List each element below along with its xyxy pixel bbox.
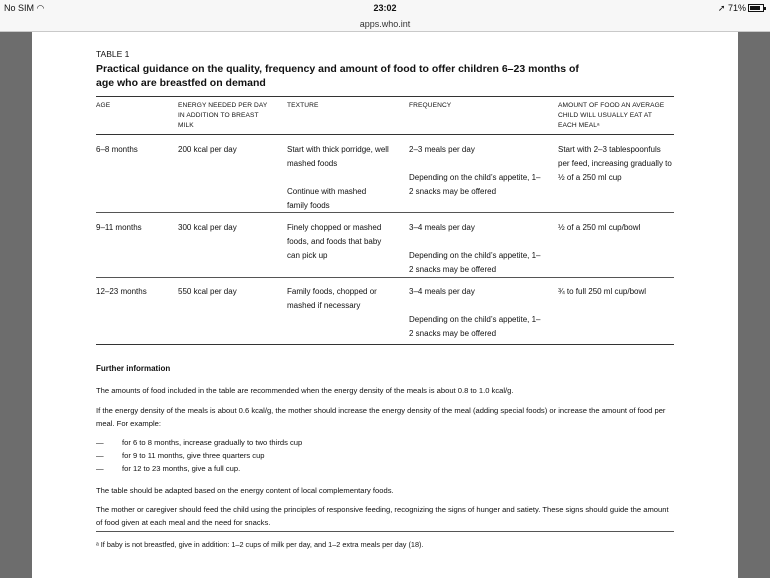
row2-energy: 300 kcal per day <box>178 223 237 232</box>
rule-header <box>96 134 674 135</box>
table-label: TABLE 1 <box>96 49 130 59</box>
row2-frequency: 3–4 meals per day <box>409 223 475 232</box>
row1-frequency2: Depending on the child’s appetite, 1–2 snacks may be offered <box>409 173 541 196</box>
row1-energy: 200 kcal per day <box>178 145 237 154</box>
address-bar[interactable] <box>0 18 770 32</box>
table-title: Practical guidance on the quality, frequency and amount of food to offer children 6–23 months of age who are breastfed on demand <box>96 63 579 89</box>
header-age: AGE <box>96 102 111 109</box>
battery-status: ➚ 71% <box>718 3 764 14</box>
row3-frequency: 3–4 meals per day <box>409 287 475 296</box>
rule-row2 <box>96 277 674 278</box>
further-info-heading: Further information <box>96 364 171 373</box>
paragraph-2: If the energy density of the meals is about 0.6 kcal/g, the mother should increase the energy density of the meal (adding special foods) or increase the amount of food per meal. For example: <box>96 406 666 428</box>
url-text: apps.who.int <box>359 19 411 29</box>
document-page[interactable]: TABLE 1 Practical guidance on the quality, frequency and amount of food to offer children 6–23 months of age who are breastfed on demand AGE ENERGY NEEDED PER DAY IN ADDITION TO BREAST MILK TEXTURE FREQUENCY AMOUNT OF FOOD AN AVERAGE CHILD WILL USUALLY EAT AT EACH MEALᵃ 6–8 months 200 kcal per day Start with thick porridge, well mashed foods Continue with mashed family foods 2–3 meals per day Depending on the child’s appetite, 1–2 snacks may be offered Start with 2–3 tablespoonfuls per feed, increasing gradually to ½ of a 250 ml cup 9–11 months 300 kcal per day Finely chopped or mashed foods, and foods that baby can pick up 3–4 meals per day Depending on the child’s appetite, 1–2 snacks may be offered ½ of a 250 ml cup/bowl 12–23 months 550 kcal per day Family foods, chopped or mashed if necessary 3–4 meals per day Depending on the child’s appetite, 1–2 snacks may be offered ¾ to full 250 ml cup/bowl Further information The amounts of food included in the table are recommended when the energy density of the meals is about 0.8 to 1.0 kcal/g. If the energy density of the meals is about 0.6 kcal/g, the mother should increase the energy density of the meal (adding special foods) or increase the amount of food per meal. For example: — for 6 to 8 months, increase gradually to two thirds cup — for 9 to 11 months, give three quarters cup — for 12 to 23 months, give a full cup. The table should be adapted based on the energy content of local complementary foods. The mother or caregiver should feed the child using the principles of responsive feeding, recognizing the signs of hunger and satiety. These signs should guide the amount of food given at each meal and the need for snacks. ᵃ If baby is not breastfed, give in addition: 1–2 cups of milk per day, and 1–2 extra meals per day (18). <box>32 32 738 578</box>
header-amount: AMOUNT OF FOOD AN AVERAGE CHILD WILL USUALLY EAT AT EACH MEALᵃ <box>558 102 665 129</box>
row1-age: 6–8 months <box>96 145 138 154</box>
battery-icon <box>748 4 764 12</box>
row3-energy: 550 kcal per day <box>178 287 237 296</box>
status-bar <box>0 0 770 18</box>
paragraph-1: The amounts of food included in the table are recommended when the energy density of the meals is about 0.8 to 1.0 kcal/g. <box>96 386 514 395</box>
wifi-icon: ◠ <box>36 3 45 13</box>
row1-texture2: Continue with mashed family foods <box>287 187 367 210</box>
row3-texture: Family foods, chopped or mashed if necessary <box>287 287 377 310</box>
rule-bottom <box>96 344 674 345</box>
row1-texture: Start with thick porridge, well mashed foods <box>287 145 389 168</box>
paragraph-3: The table should be adapted based on the energy content of local complementary foods. <box>96 486 394 495</box>
clock: 23:02 <box>373 3 397 13</box>
paragraph-4: The mother or caregiver should feed the child using the principles of responsive feeding, recognizing the signs of hunger and satiety. These signs should guide the amount of food given at each meal and the need for snacks. <box>96 505 669 527</box>
row2-age: 9–11 months <box>96 223 142 232</box>
row2-texture: Finely chopped or mashed foods, and foods that baby can pick up <box>287 223 382 260</box>
header-energy: ENERGY NEEDED PER DAY IN ADDITION TO BREAST MILK <box>178 102 268 129</box>
header-frequency: FREQUENCY <box>409 102 452 109</box>
location-arrow-icon: ➚ <box>717 3 726 13</box>
row3-frequency2: Depending on the child’s appetite, 1–2 snacks may be offered <box>409 315 541 338</box>
rule-row1 <box>96 212 674 213</box>
rule-footnote <box>96 531 674 532</box>
header-texture: TEXTURE <box>287 102 319 109</box>
rule-top <box>96 96 674 97</box>
carrier-status: No SIM ◠ <box>4 3 45 13</box>
footnote: ᵃ If baby is not breastfed, give in addition: 1–2 cups of milk per day, and 1–2 extra meals per day (18). <box>96 540 424 549</box>
row3-amount: ¾ to full 250 ml cup/bowl <box>558 287 647 296</box>
row2-amount: ½ of a 250 ml cup/bowl <box>558 223 641 232</box>
row2-frequency2: Depending on the child’s appetite, 1–2 snacks may be offered <box>409 251 541 274</box>
row1-amount: Start with 2–3 tablespoonfuls per feed, increasing gradually to ½ of a 250 ml cup <box>558 145 672 182</box>
row3-age: 12–23 months <box>96 287 147 296</box>
row1-frequency: 2–3 meals per day <box>409 145 475 154</box>
